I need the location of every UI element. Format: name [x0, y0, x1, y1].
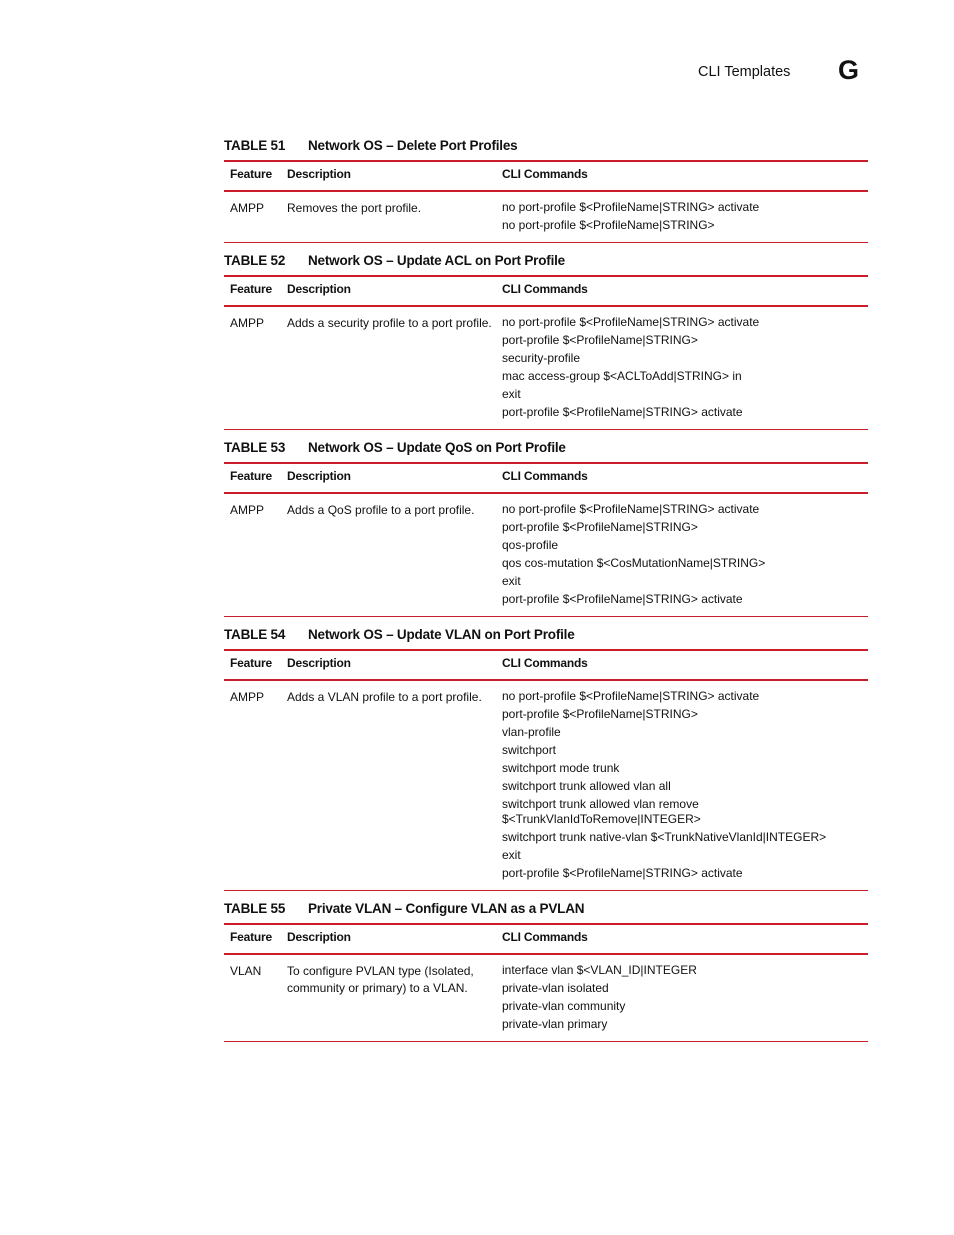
table-caption — [224, 627, 868, 649]
table-header-row — [224, 651, 868, 679]
column-header: CLI Commands — [502, 930, 588, 944]
feature-cell: AMPP — [230, 502, 265, 517]
cli-command-line: switchport mode trunk — [502, 760, 620, 775]
cli-command-line: qos-profile — [502, 537, 559, 552]
cli-table — [224, 440, 868, 617]
table-caption — [224, 253, 868, 275]
description-cell: Adds a QoS profile to a port profile. — [287, 502, 475, 517]
cli-command-line: security-profile — [502, 350, 581, 365]
cli-command-line: no port-profile $<ProfileName|STRING> — [502, 217, 715, 232]
cli-command-line: no port-profile $<ProfileName|STRING> activate — [502, 501, 760, 516]
table-title: Network OS – Update VLAN on Port Profile — [308, 627, 575, 642]
cli-table — [224, 627, 868, 891]
cli-command-line: no port-profile $<ProfileName|STRING> activate — [502, 199, 760, 214]
table-title: Network OS – Delete Port Profiles — [308, 138, 518, 153]
feature-cell: AMPP — [230, 689, 265, 704]
column-header: CLI Commands — [502, 167, 588, 181]
column-header: Description — [287, 167, 351, 181]
cli-command-line: port-profile $<ProfileName|STRING> activate — [502, 865, 743, 880]
table-number: TABLE 55 — [224, 901, 286, 916]
cli-table — [224, 901, 868, 1042]
cli-command-line: port-profile $<ProfileName|STRING> — [502, 332, 698, 347]
description-cell: Adds a security profile to a port profile. — [287, 315, 492, 330]
cli-command-line: interface vlan $<VLAN_ID|INTEGER — [502, 962, 697, 977]
cli-command-line: mac access-group $<ACLToAdd|STRING> in — [502, 368, 742, 383]
cli-command-line: port-profile $<ProfileName|STRING> — [502, 519, 698, 534]
column-header: CLI Commands — [502, 282, 588, 296]
cli-command-line: no port-profile $<ProfileName|STRING> activate — [502, 314, 760, 329]
feature-cell: AMPP — [230, 200, 265, 215]
table-title: Private VLAN – Configure VLAN as a PVLAN — [308, 901, 585, 916]
cli-command-line: port-profile $<ProfileName|STRING> activate — [502, 404, 743, 419]
cli-command-line: switchport — [502, 742, 557, 757]
table-caption — [224, 138, 868, 160]
cli-command-line: private-vlan isolated — [502, 980, 609, 995]
cli-commands-cell — [502, 315, 868, 420]
column-header: Description — [287, 469, 351, 483]
cli-command-line: switchport trunk allowed vlan all — [502, 778, 671, 793]
description-cell: Removes the port profile. — [287, 200, 422, 215]
cli-commands-cell — [502, 963, 868, 1032]
cli-command-line: switchport trunk allowed vlan remove $<TrunkVlanIdToRemove|INTEGER> — [502, 796, 701, 826]
cli-table — [224, 253, 868, 430]
cli-commands-cell — [502, 200, 868, 233]
cli-commands-cell — [502, 502, 868, 607]
table-number: TABLE 53 — [224, 440, 286, 455]
cli-command-line: exit — [502, 847, 521, 862]
table-row — [224, 955, 868, 1041]
cli-command-line: private-vlan community — [502, 998, 626, 1013]
table-title: Network OS – Update QoS on Port Profile — [308, 440, 566, 455]
column-header: Feature — [230, 656, 272, 670]
table-number: TABLE 52 — [224, 253, 286, 268]
table-row — [224, 681, 868, 890]
table-caption — [224, 901, 868, 923]
cli-command-line: qos cos-mutation $<CosMutationName|STRING> — [502, 555, 766, 570]
cli-command-line: exit — [502, 386, 521, 401]
table-row — [224, 192, 868, 242]
column-header: Feature — [230, 469, 272, 483]
column-header: Feature — [230, 167, 272, 181]
cli-command-line: switchport trunk native-vlan $<TrunkNativeVlanId|INTEGER> — [502, 829, 827, 844]
cli-commands-cell — [502, 689, 868, 881]
feature-cell: VLAN — [230, 963, 262, 978]
column-header: Description — [287, 930, 351, 944]
cli-table — [224, 138, 868, 243]
appendix-letter: G — [838, 55, 860, 85]
table-row — [224, 494, 868, 616]
column-header: Feature — [230, 282, 272, 296]
feature-cell: AMPP — [230, 315, 265, 330]
cli-command-line: vlan-profile — [502, 724, 561, 739]
cli-command-line: private-vlan primary — [502, 1016, 608, 1031]
table-header-row — [224, 925, 868, 953]
table-header-row — [224, 464, 868, 492]
table-bottom-rule — [224, 242, 868, 244]
column-header: CLI Commands — [502, 656, 588, 670]
cli-command-line: port-profile $<ProfileName|STRING> activate — [502, 591, 743, 606]
cli-command-line: exit — [502, 573, 521, 588]
column-header: Feature — [230, 930, 272, 944]
table-title: Network OS – Update ACL on Port Profile — [308, 253, 565, 268]
table-header-row — [224, 277, 868, 305]
running-header-title: CLI Templates — [698, 64, 791, 80]
table-bottom-rule — [224, 616, 868, 618]
column-header: Description — [287, 282, 351, 296]
table-number: TABLE 51 — [224, 138, 286, 153]
table-bottom-rule — [224, 890, 868, 892]
table-bottom-rule — [224, 1041, 868, 1043]
cli-command-line: port-profile $<ProfileName|STRING> — [502, 706, 698, 721]
column-header: CLI Commands — [502, 469, 588, 483]
page-content — [224, 138, 868, 1052]
table-caption — [224, 440, 868, 462]
description-cell: To configure PVLAN type (Isolated, community or primary) to a VLAN. — [287, 963, 474, 995]
table-header-row — [224, 162, 868, 190]
column-header: Description — [287, 656, 351, 670]
table-row — [224, 307, 868, 429]
cli-command-line: no port-profile $<ProfileName|STRING> activate — [502, 688, 760, 703]
description-cell: Adds a VLAN profile to a port profile. — [287, 689, 482, 704]
table-number: TABLE 54 — [224, 627, 286, 642]
table-bottom-rule — [224, 429, 868, 431]
